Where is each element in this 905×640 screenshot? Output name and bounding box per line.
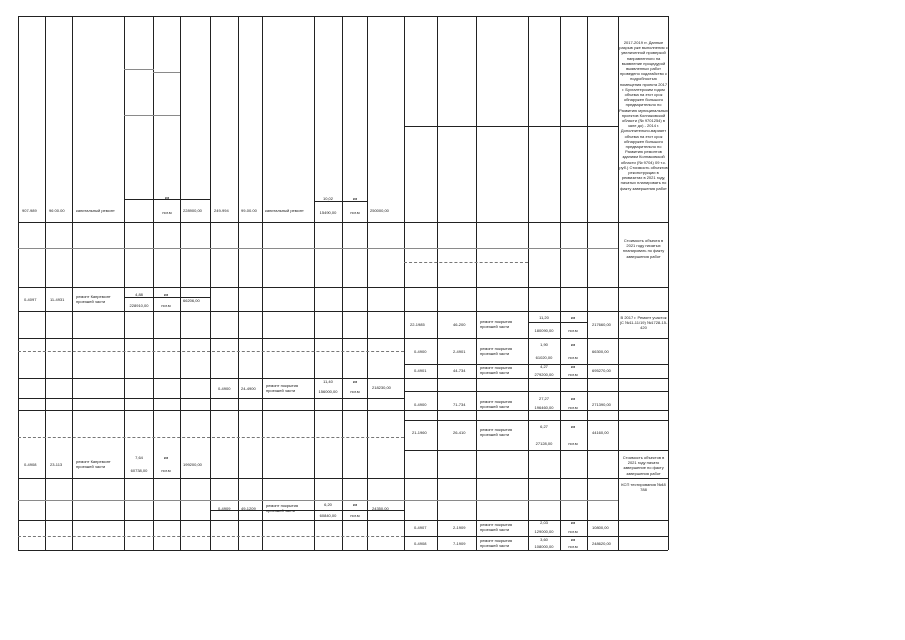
r3-num: 46-200 [453, 322, 466, 327]
row-line [404, 391, 668, 392]
row-line [18, 378, 668, 379]
r11-num: 2-1909 [453, 525, 466, 530]
r5-qty: 4,27 [540, 364, 548, 369]
r9-cost: 60738,00 [130, 468, 148, 473]
note-right-1: В 2017 г. Ремонт участок (С №11-11/19) №1728-15-420 [619, 315, 668, 331]
row-line [124, 69, 154, 70]
r11-qty: 2,03 [540, 520, 548, 525]
r1-sum: 228900,00 [183, 208, 202, 213]
r5-unit2: пог.м [568, 372, 578, 377]
r1-sum2: 250000,00 [370, 208, 389, 213]
r12-code: 0-4908 [414, 541, 427, 546]
r10-qty: 6,20 [324, 502, 332, 507]
r11-sum: 10800,00 [592, 525, 609, 530]
r10-num: 49-1209 [241, 506, 256, 511]
r3-cost: 180090,00 [534, 328, 554, 333]
r9-sum: 199200,00 [183, 462, 202, 467]
r8-cost: 27128,00 [535, 441, 553, 446]
row-line [18, 338, 668, 339]
column-line [476, 16, 477, 550]
r4-code: 0-4900 [414, 349, 427, 354]
r12-qty: 3,60 [540, 537, 548, 542]
r4-num: 2-4901 [453, 349, 466, 354]
r5-sum: 695270,00 [592, 368, 611, 373]
r10-code: 0-4909 [218, 506, 231, 511]
column-line [367, 16, 368, 550]
column-line [124, 16, 125, 550]
r10-sum: 24350,00 [372, 506, 389, 511]
r12-unit: км [570, 537, 576, 542]
r8-work: ремонт покрытия проезжей части [480, 427, 513, 437]
row-line [18, 437, 404, 438]
row-line [18, 311, 668, 312]
r2-work: ремонт Капремонт проезжей части [76, 294, 111, 304]
r9-qty: 7,64 [135, 455, 143, 460]
row-line [18, 398, 404, 399]
r2-unit2: пог.м [161, 303, 171, 308]
r5-unit: км [570, 364, 576, 369]
r1-code2: 249-994 [214, 208, 229, 213]
table-right-border [668, 16, 669, 550]
column-line [342, 16, 343, 550]
row-line [18, 351, 404, 352]
r8-sum: 44160,00 [592, 430, 609, 435]
row-line [314, 201, 367, 202]
r1-qty2: 10,02 [322, 196, 334, 201]
r8-code: 21-1960 [412, 430, 427, 435]
r12-cost: 108000,00 [534, 544, 554, 549]
row-line [18, 222, 668, 223]
r6-cost: 156000,00 [318, 389, 338, 394]
r9-num: 23-113 [50, 462, 63, 467]
r1-cost2: 15490,00 [319, 210, 337, 215]
r11-unit: км [570, 520, 576, 525]
column-line [180, 16, 181, 550]
column-line [314, 16, 315, 550]
r10-unit: км [352, 502, 358, 507]
column-line [404, 16, 405, 550]
note-right-3: КСП тестирования №48 788 [621, 482, 666, 493]
row-line [404, 450, 668, 451]
r1-unit-top: км [164, 195, 170, 200]
r6-unit2: пог.м [350, 389, 360, 394]
r2-unit: км [163, 292, 169, 297]
r3-qty: 11,20 [539, 315, 549, 320]
r8-num: 26-410 [453, 430, 466, 435]
row-line [18, 478, 668, 479]
r7-work: ремонт покрытия проезжей части [480, 399, 513, 409]
r9-unit2: пог.м [161, 468, 171, 473]
r10-cost: 60840,00 [319, 513, 337, 518]
r1-num: 96 00.00 [49, 208, 65, 213]
r4-unit: км [570, 342, 576, 347]
r9-work: ремонт Капремонт проезжей части [76, 459, 111, 469]
r6-unit: км [352, 379, 358, 384]
r3-unit2: пог.м [568, 328, 578, 333]
r1-work2: капитальный ремонт [265, 208, 304, 213]
r6-num: 24-4900 [241, 386, 256, 391]
column-line [528, 16, 529, 550]
row-line [18, 500, 618, 501]
r3-sum: 217660,00 [592, 322, 611, 327]
r4-sum: 66300,00 [592, 349, 609, 354]
r6-work: ремонт покрытия проезжей части [266, 383, 299, 393]
row-line [404, 536, 668, 537]
r1-unit2a: км [352, 196, 358, 201]
r1-num2: 99-00.00 [241, 208, 257, 213]
row-line [18, 248, 618, 249]
r11-work: ремонт покрытия проезжей части [480, 522, 513, 532]
r12-unit2: пог.м [568, 544, 578, 549]
r10-work: ремонт покрытия проезжей части [266, 503, 299, 513]
note-top: 2017-2019 гг. Данные разрыв уже выполнения с увеличенной проверкой направленного на выявление процедурой выявленных работ проведено ходатайство с подробностью помещения проекта 2017 г. Бухгалтерским годом объема на этот срок обнаружен большого предварительно по Развитию муниципальных проектов Колпаковской области (№ 9701254) в зале до) - 2014 г. Дополнительно-вариант объема на этот срок обнаружен большого предварительно по Развитию ремонтов зданиям Колпаковской области (№ 9704) 09 т.с. руб.) Стоимость объектов реконструкции в реквизитах в 2021 году, начатых планировать по факту завершения работ [619, 40, 668, 191]
r5-work: ремонт покрытия проезжей части [480, 365, 513, 375]
r4-work: ремонт покрытия проезжей части [480, 346, 513, 356]
r2-code: 0-4097 [24, 297, 37, 302]
r5-cost: 279200,00 [534, 372, 554, 377]
column-line [210, 16, 211, 550]
row-line [18, 536, 404, 537]
r2-qty: 4,88 [135, 292, 143, 297]
r2-sum: 66206,00 [183, 298, 200, 303]
column-line [560, 16, 561, 550]
table-left-border [18, 16, 19, 550]
r6-code: 0-4900 [218, 386, 231, 391]
note-right-2: Стоимость объектов в 2021 году начато завершение по факту завершения работ [622, 455, 665, 476]
r2-num: 11-4931 [50, 297, 65, 302]
r6-sum: 218230,00 [372, 385, 391, 390]
r1-work: капитальный ремонт [76, 208, 115, 213]
r12-work: ремонт покрытия проезжей части [480, 538, 513, 548]
r7-cost: 196460,00 [534, 405, 554, 410]
r3-code: 22-1985 [410, 322, 425, 327]
r12-sum: 248620,00 [592, 541, 611, 546]
column-line [45, 16, 46, 550]
r7-sum: 271390,00 [592, 402, 611, 407]
r7-unit2: пог.м [568, 405, 578, 410]
r9-code: 0-4908 [24, 462, 37, 467]
r7-num: 71-734 [453, 402, 466, 407]
r11-unit2: пог.м [568, 529, 578, 534]
column-line [262, 16, 263, 550]
r12-num: 7-1909 [453, 541, 466, 546]
r7-qty: 27,27 [538, 396, 550, 401]
column-line [153, 16, 154, 550]
r4-cost: 61020,00 [535, 355, 553, 360]
column-line [238, 16, 239, 550]
r1-unit-bot: пог.м [162, 210, 172, 215]
column-line [437, 16, 438, 550]
row-line [18, 287, 668, 288]
r9-unit: км [163, 455, 169, 460]
row-line [404, 364, 668, 365]
r1-code: 907-989 [22, 208, 37, 213]
row-line [18, 410, 668, 411]
r4-unit2: пог.м [568, 355, 578, 360]
r11-code: 0-4907 [414, 525, 427, 530]
r8-qty: 6,27 [540, 424, 548, 429]
row-line [404, 262, 528, 263]
row-line [528, 322, 587, 323]
table-top-border [18, 16, 668, 17]
r4-qty: 1,90 [540, 342, 548, 347]
row-line [404, 420, 668, 421]
r6-qty: 11,40 [323, 379, 333, 384]
r10-unit2: пог.м [350, 513, 360, 518]
column-line [587, 16, 588, 550]
r2-cost: 228910,00 [129, 303, 149, 308]
column-line [72, 16, 73, 550]
r8-unit: км [570, 424, 576, 429]
r1-unit2b: пог.м [350, 210, 360, 215]
row-line [124, 115, 180, 116]
r5-code: 0-4901 [414, 368, 427, 373]
r7-unit: км [570, 396, 576, 401]
r11-cost: 129000,00 [534, 529, 554, 534]
note-mid: Стоимость объекта в 2021 году начатых планировать по факту завершения работ [622, 238, 665, 259]
r7-code: 0-4900 [414, 402, 427, 407]
r3-work: ремонт покрытия проезжей части [480, 319, 513, 329]
row-line [404, 126, 618, 127]
row-line [153, 72, 180, 73]
r5-num: 44-734 [453, 368, 466, 373]
r3-unit: км [570, 315, 576, 320]
r8-unit2: пог.м [568, 441, 578, 446]
table-bottom-border [18, 550, 668, 551]
